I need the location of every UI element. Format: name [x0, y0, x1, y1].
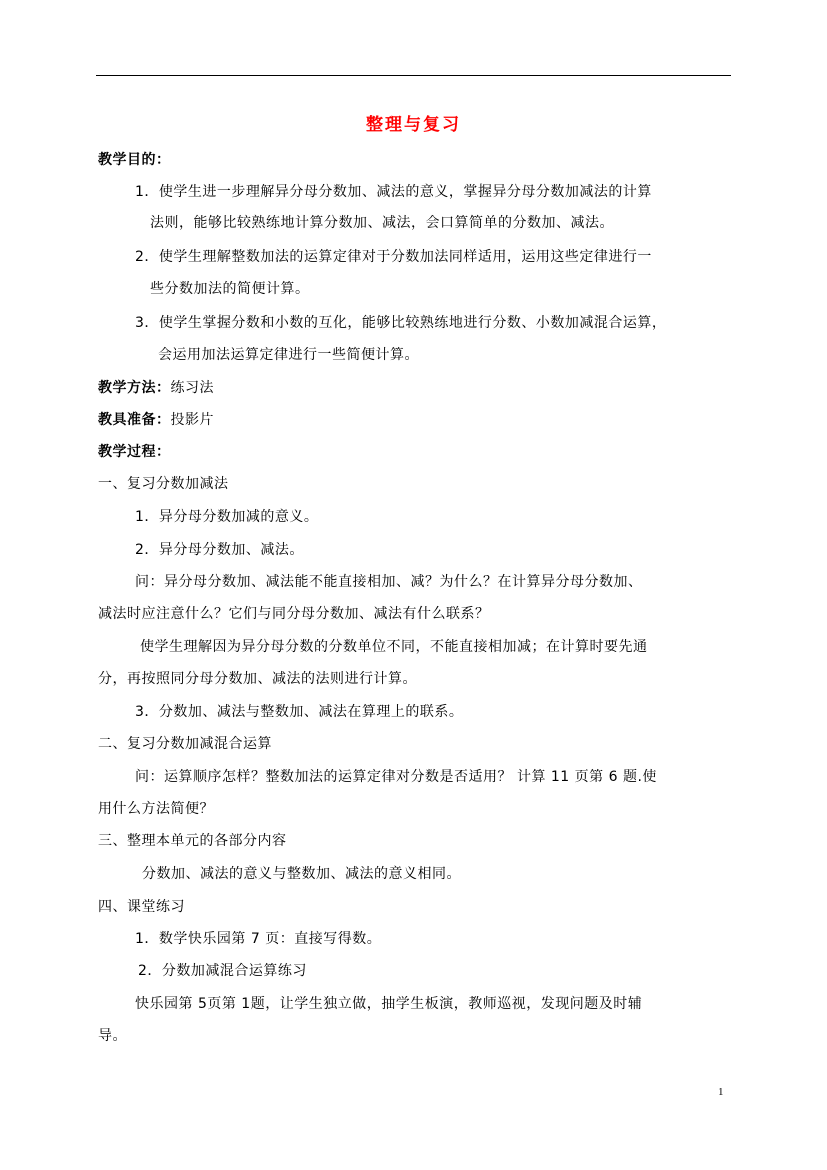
section-1-answer-line-2: 分，再按照同分母分数加、减法的法则进行计算。: [98, 671, 417, 687]
tools-label: 教具准备：: [98, 412, 171, 428]
section-3-heading: 三、整理本单元的各部分内容: [98, 833, 287, 849]
section-4-heading: 四、课堂练习: [98, 899, 185, 915]
tools-value: 投影片: [170, 412, 214, 428]
section-4-practice-line-1: 快乐园第 5页第 1题，让学生独立做，抽学生板演，教师巡视，发现问题及时辅: [135, 996, 643, 1012]
page-title: 整理与复习: [366, 115, 461, 135]
objective-1-line-1: 1．使学生进一步理解异分母分数加、减法的意义，掌握异分母分数加减法的计算: [135, 184, 652, 200]
section-4-item-2: 2．分数加减混合运算练习: [138, 963, 307, 979]
section-3-line: 分数加、减法的意义与整数加、减法的意义相同。: [142, 866, 461, 882]
section-1-answer-line-1: 使学生理解因为异分母分数的分数单位不同，不能直接相加减；在计算时要先通: [140, 639, 648, 655]
section-2-question-line-2: 用什么方法简便？: [98, 801, 214, 817]
section-1-item-3: 3．分数加、减法与整数加、减法在算理上的联系。: [135, 704, 464, 720]
section-1-heading: 一、复习分数加减法: [98, 476, 229, 492]
objective-3-line-1: 3．使学生掌握分数和小数的互化，能够比较熟练地进行分数、小数加减混合运算，: [135, 315, 667, 331]
section-4-item-1: 1．数学快乐园第 7 页：直接写得数。: [135, 931, 382, 947]
section-1-item-2: 2．异分母分数加、减法。: [135, 542, 304, 558]
section-2-question-line-1: 问：运算顺序怎样？整数加法的运算定律对分数是否适用？ 计算 11 页第 6 题.使: [135, 769, 657, 785]
objective-1-line-2: 法则，能够比较熟练地计算分数加、减法，会口算简单的分数加、减法。: [150, 215, 614, 231]
process-heading: 教学过程：: [98, 444, 171, 460]
objective-2-line-2: 些分数加法的简便计算。: [150, 281, 310, 297]
method-value: 练习法: [170, 380, 214, 396]
method-row: [98, 378, 214, 398]
objectives-heading: 教学目的：: [98, 152, 171, 168]
header-rule: [96, 75, 731, 76]
section-4-practice-line-2: 导。: [98, 1028, 127, 1044]
page-number: 1: [718, 1086, 724, 1098]
section-1-question-line-2: 减法时应注意什么？它们与同分母分数加、减法有什么联系？: [98, 606, 490, 622]
method-label: 教学方法：: [98, 380, 171, 396]
tools-row: [98, 410, 214, 430]
section-2-heading: 二、复习分数加减混合运算: [98, 736, 272, 752]
objective-3-line-2: 会运用加法运算定律进行一些简便计算。: [158, 347, 419, 363]
section-1-question-line-1: 问：异分母分数加、减法能不能直接相加、减？为什么？在计算异分母分数加、: [135, 574, 643, 590]
objective-2-line-1: 2．使学生理解整数加法的运算定律对于分数加法同样适用，运用这些定律进行一: [135, 249, 652, 265]
section-1-item-1: 1．异分母分数加减的意义。: [135, 509, 319, 525]
